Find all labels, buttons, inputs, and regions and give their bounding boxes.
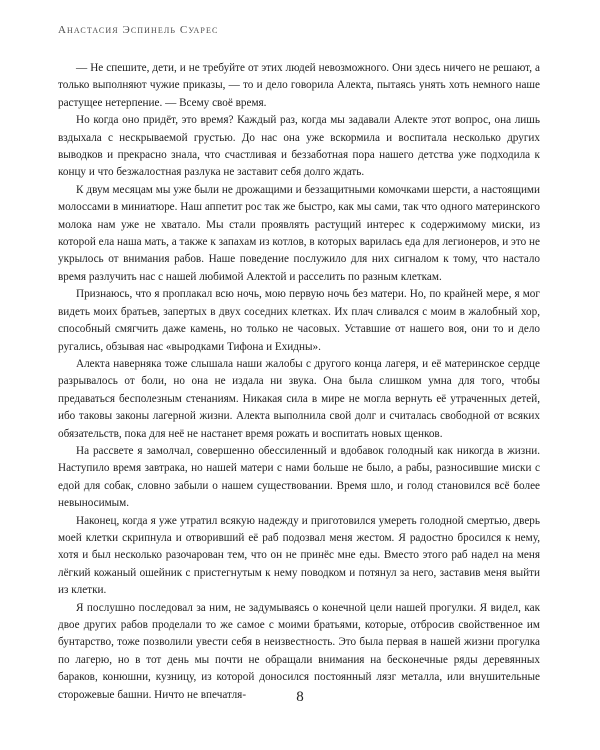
paragraph: Но когда оно придёт, это время? Каждый раз, когда мы задавали Алекте этот вопрос, она лишь вздыхала с нескрываемой грустью. До нас она уже вскормила и воспитала несколько других выводков и прекрасно знала, что счастливая и беззаботная пора нашего детства уже подходила к концу и что безжалостная разлука не заставит себя долго ждать. — [58, 114, 540, 179]
paragraph: Наконец, когда я уже утратил всякую надежду и приготовился умереть голодной смертью, дверь моей клетки скрипнула и отворивший её раб подозвал меня жестом. Я радостно бросился к нему, хотя и был несколько разочарован тем, что он не принёс мне еды. Вместо этого раб надел на меня лёгкий кожаный ошейник с пристегнутым к нему поводком и потянул за него, заставив меня выйти из клетки. — [58, 514, 540, 597]
paragraph: — Не спешите, дети, и не требуйте от этих людей невозможного. Они здесь ничего не решают, а только выполняют чужие приказы, — то и дело говорила Алекта, пытаясь унять хоть немного наше растущее нетерпение. — Всему своё время. — [58, 62, 540, 109]
paragraph: К двум месяцам мы уже были не дрожащими и беззащитными комочками шерсти, а настоящими молоссами в миниатюре. Наш аппетит рос так же быстро, как мы сами, так что одного материнского молока нам уже не хватало. Мы стали проявлять растущий интерес к содержимому миски, из которой ела наша мать, а также к запахам из котлов, в которых варилась еда для легионеров, и это не укрылось от внимания рабов. Наше поведение послужило для них сигналом к тому, что настало время разлучить нас с нашей любимой Алектой и расселить по разным клеткам. — [58, 183, 540, 283]
running-head: Анастасия Эспинель Суарес — [58, 24, 219, 36]
paragraph: Признаюсь, что я проплакал всю ночь, мою первую ночь без матери. Но, по крайней мере, я мог видеть моих братьев, запертых в двух соседних клетках. Их плач сливался с моим в жалобный хор, способный смягчить даже камень, но только не часовых. Уставшие от нашего воя, они то и дело ругались, обзывая нас «выродками Тифона и Ехидны». — [58, 288, 540, 353]
page-number: 8 — [296, 689, 304, 705]
paragraph: На рассвете я замолчал, совершенно обессиленный и вдобавок голодный как никогда в жизни. Наступило время завтрака, но нашей матери с нами больше не было, а рабы, разносившие миски с едой для собак, словно забыли о нашем существовании. Время шло, и голод становился всё более невыносимым. — [58, 444, 540, 510]
body-text — [58, 60, 540, 704]
paragraph: Алекта наверняка тоже слышала наши жалобы с другого конца лагеря, и её материнское сердце разрывалось от боли, но она не издала ни звука. Она была слишком умна для того, чтобы предаваться бесполезным стенаниям. Никакая сила в мире не могла вернуть её утраченных детей, ибо таковы законы лагерной жизни. Алекта выполнила свой долг и считалась свободной от всяких обязательств, пока для неё не настанет время рожать и воспитать новых щенков. — [58, 357, 540, 440]
paragraph: Я послушно последовал за ним, не задумываясь о конечной цели нашей прогулки. Я видел, как двое других рабов проделали то же самое с моими братьями, которые, отбросив свойственное им бунтарство, тоже позволили увести себя в неизвестность. Это была первая в нашей жизни прогулка по лагерю, но в тот день мы почти не обращали внимания на бесконечные ряды деревянных бараков, конюшни, кузницу, из которой доносился постоянный лязг металла, или внушительные сторожевые башни. Ничто не впечатля- — [58, 601, 540, 701]
